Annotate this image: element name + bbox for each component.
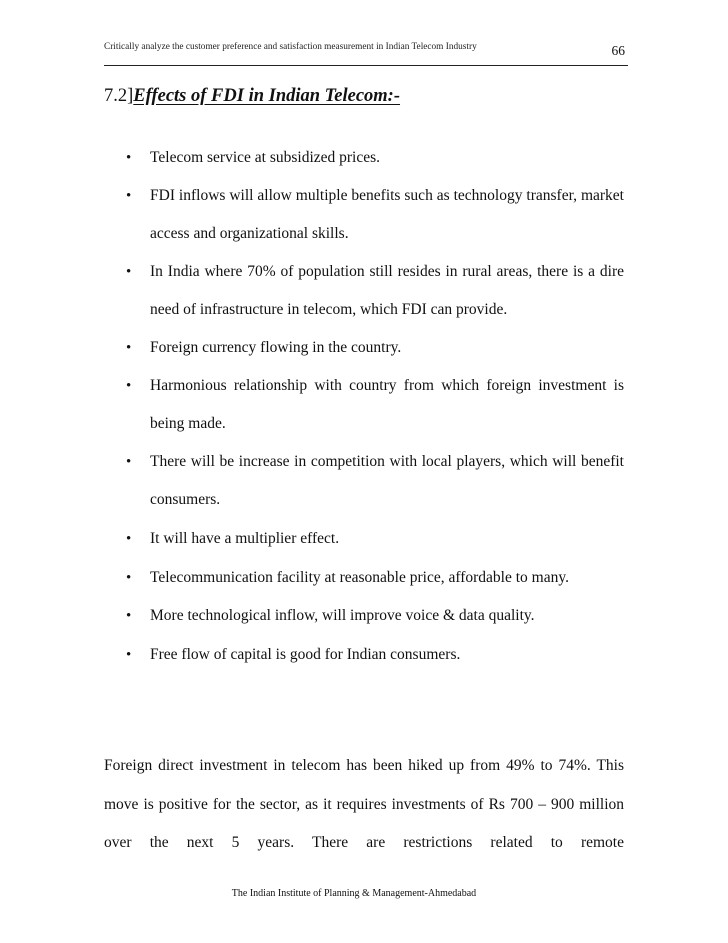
bullet-icon: •: [126, 531, 132, 547]
bullet-icon: •: [126, 150, 132, 166]
page-header: [104, 42, 627, 66]
bullet-icon: •: [126, 264, 132, 280]
body-paragraph: Foreign direct investment in telecom has been hiked up from 49% to 74%. This move is positive for the sector, as it requires investments of Rs 700 – 900 million over the next 5 years. There are restrictions related to remote: [104, 757, 624, 851]
list-item-text: More technological inflow, will improve voice & data quality.: [150, 607, 535, 624]
bullet-icon: •: [126, 608, 132, 624]
list-item: [126, 636, 624, 674]
list-item: [126, 139, 624, 177]
bullet-icon: •: [126, 454, 132, 470]
list-item: [126, 559, 624, 597]
list-item-text: It will have a multiplier effect.: [150, 530, 340, 547]
list-item-text: Harmonious relationship with country from which foreign investment is being made.: [150, 377, 624, 433]
section-number: 7.2]: [104, 86, 134, 106]
page-footer: [0, 888, 728, 899]
list-item: [126, 253, 624, 330]
section-title: Effects of FDI in Indian Telecom:-: [133, 86, 401, 106]
list-item: [126, 367, 624, 444]
list-item-text: In India where 70% of population still resides in rural areas, there is a dire need of infrastructure in telecom, which FDI can provide.: [150, 263, 624, 319]
list-item-text: Foreign currency flowing in the country.: [150, 339, 402, 356]
bullet-icon: •: [126, 647, 132, 663]
section-heading: [104, 86, 400, 107]
bullet-icon: •: [126, 340, 132, 356]
list-item-text: Telecom service at subsidized prices.: [150, 149, 381, 166]
header-divider: [104, 65, 628, 66]
list-item-text: Free flow of capital is good for Indian consumers.: [150, 646, 461, 663]
list-item-text: There will be increase in competition with local players, which will benefit consumers.: [150, 453, 624, 509]
list-item: [126, 177, 624, 254]
footer-text: The Indian Institute of Planning & Management-Ahmedabad: [231, 888, 477, 899]
bullet-icon: •: [126, 378, 132, 394]
list-item-text: FDI inflows will allow multiple benefits such as technology transfer, market access and organizational skills.: [150, 187, 624, 243]
list-item: [126, 597, 624, 635]
list-item: [126, 329, 624, 367]
list-item: [126, 520, 624, 558]
bullet-icon: •: [126, 570, 132, 586]
page-number: 66: [611, 43, 625, 58]
bullet-icon: •: [126, 188, 132, 204]
list-item-text: Telecommunication facility at reasonable price, affordable to many.: [150, 569, 569, 586]
header-title: Critically analyze the customer preference and satisfaction measurement in Indian Telecom Industry: [104, 42, 477, 52]
list-item: [126, 443, 624, 520]
